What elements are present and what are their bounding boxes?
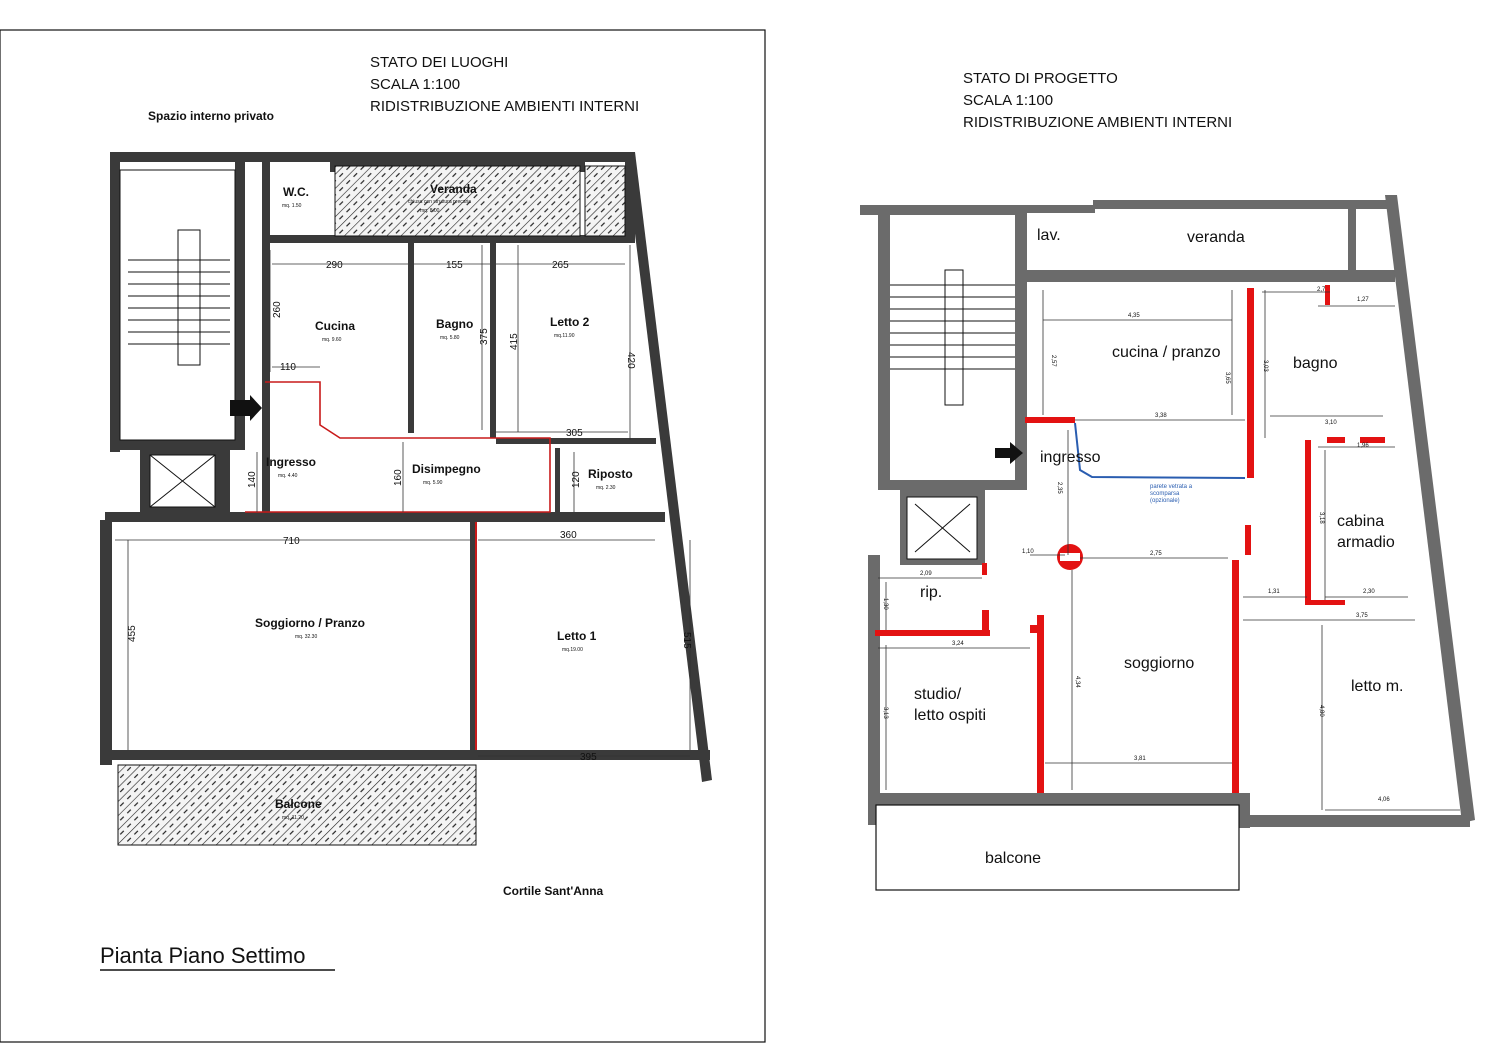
svg-text:mq. 5.80: mq. 5.80: [440, 335, 460, 341]
veranda-label: Veranda: [430, 182, 477, 196]
glass-partition: [1075, 423, 1245, 478]
svg-text:3,38: 3,38: [1155, 413, 1167, 419]
svg-text:scomparsa: scomparsa: [1150, 491, 1180, 497]
svg-text:2,30: 2,30: [1363, 589, 1375, 595]
disimpegno-label: Disimpegno: [412, 462, 481, 476]
svg-text:1,96: 1,96: [1357, 443, 1369, 449]
armadio-label: armadio: [1337, 534, 1395, 551]
svg-text:2,57: 2,57: [1050, 355, 1056, 367]
svg-text:mq. 2.30: mq. 2.30: [596, 485, 616, 491]
plan-title: Pianta Piano Settimo: [100, 943, 306, 968]
balcone-label: Balcone: [275, 797, 322, 811]
rip-label: rip.: [920, 584, 943, 601]
svg-text:4,35: 4,35: [1128, 313, 1140, 319]
letto-m-label: letto m.: [1351, 678, 1404, 695]
svg-text:2,7: 2,7: [1317, 287, 1326, 293]
svg-text:110: 110: [280, 362, 296, 373]
svg-text:mq. 1.50: mq. 1.50: [282, 203, 302, 209]
svg-text:mq. 11.20: mq. 11.20: [282, 815, 304, 821]
svg-text:290: 290: [326, 260, 343, 271]
svg-text:1,27: 1,27: [1357, 297, 1369, 303]
svg-text:415: 415: [509, 333, 520, 350]
svg-text:3,65: 3,65: [1224, 372, 1230, 384]
svg-text:mq.11.90: mq.11.90: [554, 333, 575, 339]
svg-text:265: 265: [552, 260, 569, 271]
svg-text:1,30: 1,30: [882, 598, 888, 610]
riposto-label: Riposto: [588, 467, 633, 481]
existing-plan: [0, 30, 765, 1042]
svg-text:mq. 5.90: mq. 5.90: [423, 480, 443, 486]
project-header-line1: STATO DI PROGETTO: [963, 70, 1118, 87]
svg-text:4,34: 4,34: [1074, 676, 1080, 688]
svg-text:chiusa con struttura precaria: chiusa con struttura precaria: [408, 199, 472, 205]
svg-text:4,80: 4,80: [1318, 705, 1324, 717]
svg-text:305: 305: [566, 428, 583, 439]
veranda-project-label: veranda: [1187, 229, 1245, 246]
letto-ospiti-label: letto ospiti: [914, 707, 987, 724]
svg-text:3,81: 3,81: [1134, 756, 1146, 762]
letto2-label: Letto 2: [550, 315, 590, 329]
svg-text:mq. 8.00: mq. 8.00: [420, 208, 440, 214]
project-header-line3: RIDISTRIBUZIONE AMBIENTI INTERNI: [963, 114, 1233, 131]
svg-text:3,13: 3,13: [882, 707, 888, 719]
svg-text:mq. 32.30: mq. 32.30: [295, 634, 318, 640]
cucina-pranzo-label: cucina / pranzo: [1112, 344, 1221, 361]
ingresso-label: Ingresso: [266, 455, 317, 469]
svg-text:mq.19.00: mq.19.00: [562, 647, 583, 653]
svg-text:2,75: 2,75: [1150, 551, 1162, 557]
balcone-project-label: balcone: [985, 850, 1042, 867]
svg-text:140: 140: [247, 471, 258, 488]
project-plan: [860, 70, 1475, 890]
lav-label: lav.: [1037, 227, 1061, 244]
bagno-project-label: bagno: [1293, 355, 1338, 372]
svg-text:mq. 9.60: mq. 9.60: [322, 337, 342, 343]
svg-text:mq. 4.40: mq. 4.40: [278, 473, 298, 479]
svg-text:3,03: 3,03: [1262, 360, 1268, 372]
svg-text:2,35: 2,35: [1056, 482, 1062, 494]
existing-header-line2: SCALA 1:100: [370, 76, 461, 93]
svg-text:160: 160: [393, 469, 404, 486]
svg-text:(opzionale): (opzionale): [1150, 498, 1180, 504]
svg-text:3,10: 3,10: [1325, 420, 1337, 426]
project-balcone: [876, 805, 1239, 890]
svg-text:2,09: 2,09: [920, 571, 932, 577]
svg-text:120: 120: [571, 471, 582, 488]
cucina-label: Cucina: [315, 319, 356, 333]
svg-text:3,18: 3,18: [1318, 512, 1324, 524]
svg-text:710: 710: [283, 536, 300, 547]
svg-text:360: 360: [560, 530, 577, 541]
svg-text:3,75: 3,75: [1356, 613, 1368, 619]
svg-text:375: 375: [479, 328, 490, 345]
svg-text:395: 395: [580, 752, 597, 763]
cabina-label: cabina: [1337, 513, 1385, 530]
svg-text:parete vetrata a: parete vetrata a: [1150, 484, 1193, 490]
courtyard-label: Cortile Sant'Anna: [503, 884, 604, 898]
existing-header-line1: STATO DEI LUOGHI: [370, 54, 509, 71]
private-space-label: Spazio interno privato: [148, 109, 275, 123]
svg-text:420: 420: [625, 352, 636, 369]
svg-text:515: 515: [681, 632, 692, 649]
svg-text:155: 155: [446, 260, 463, 271]
ingresso-project-label: ingresso: [1040, 449, 1101, 466]
letto1-label: Letto 1: [557, 629, 597, 643]
project-header-line2: SCALA 1:100: [963, 92, 1054, 109]
soggiorno-label: Soggiorno / Pranzo: [255, 616, 365, 630]
svg-text:455: 455: [127, 625, 138, 642]
svg-text:1,10: 1,10: [1022, 549, 1034, 555]
bagno-label: Bagno: [436, 317, 474, 331]
svg-text:1,31: 1,31: [1268, 589, 1280, 595]
studio-label: studio/: [914, 686, 962, 703]
wc-label: W.C.: [283, 185, 309, 199]
svg-text:3,24: 3,24: [952, 641, 964, 647]
column-marker-icon: [1060, 553, 1080, 561]
existing-header-line3: RIDISTRIBUZIONE AMBIENTI INTERNI: [370, 98, 640, 115]
soggiorno-project-label: soggiorno: [1124, 655, 1195, 672]
svg-text:260: 260: [272, 301, 283, 318]
svg-text:4,06: 4,06: [1378, 797, 1390, 803]
